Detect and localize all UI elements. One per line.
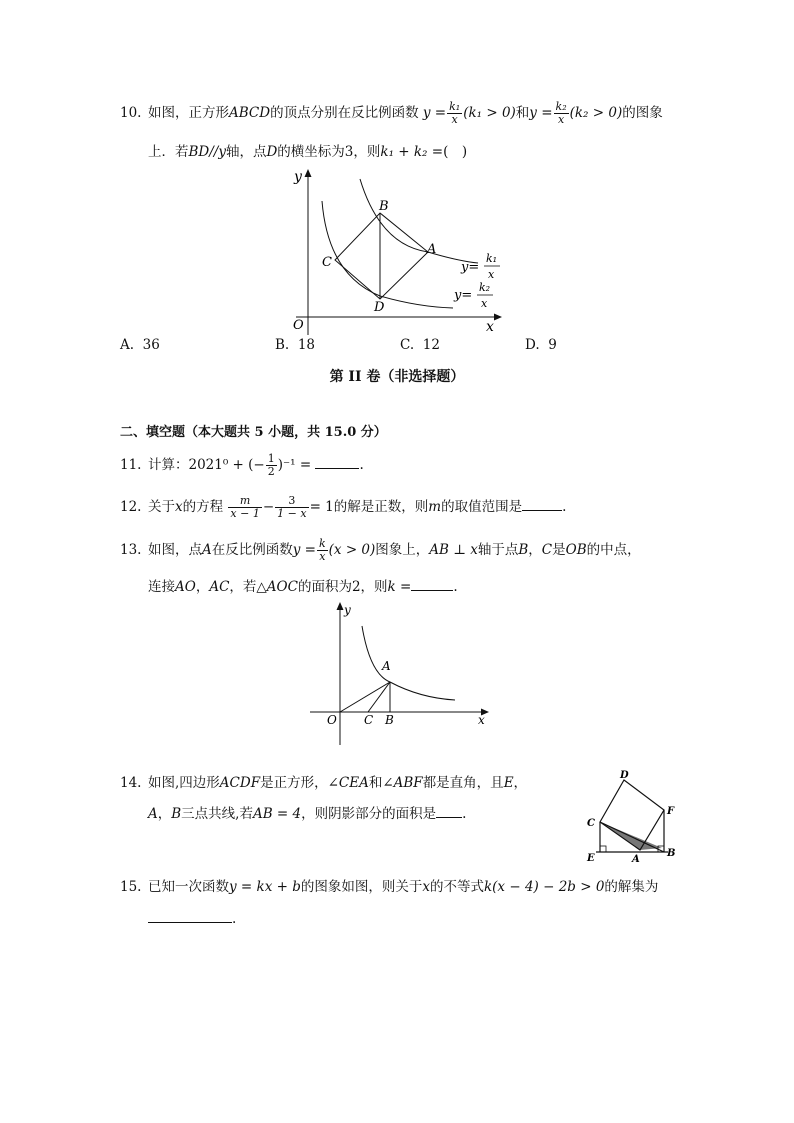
- label-B: B: [667, 848, 676, 859]
- segment-oa: [340, 682, 390, 712]
- curve1-den: x: [488, 268, 495, 281]
- question-14-line1: 14. 如图,四边形ACDF是正方形，∠CEA和∠ABF都是直角，且E，: [120, 775, 528, 791]
- question-11: 11. 计算：2021⁰ + (− $\frac{1}{2}$ )⁻¹ = .: [120, 452, 364, 478]
- question-10-line1: 10. 如图，正方形ABCD的顶点分别在反比例函数 y = $\frac{\text{k₁}}{x}$ (k₁ > 0)和y = $\frac{\text{k₂}}{x}$ (k₂ > 0)的图象: [120, 100, 663, 126]
- label-x: x: [486, 319, 494, 335]
- label-A: A: [632, 854, 640, 865]
- x-axis-arrow: [494, 314, 502, 321]
- answer-blank[interactable]: [436, 803, 462, 818]
- label-A: A: [427, 242, 437, 257]
- option-c[interactable]: C. 12: [400, 337, 440, 353]
- curve1-prefix: y=: [461, 260, 480, 275]
- option-b[interactable]: B. 18: [275, 337, 315, 353]
- curve2-num: k₂: [479, 281, 491, 294]
- question-10-figure: [288, 165, 518, 340]
- curve-k: [362, 626, 455, 700]
- option-a[interactable]: A. 36: [120, 337, 160, 353]
- y-axis-arrow: [305, 169, 312, 177]
- fraction-m-over-x-minus-1: $\frac{m}{x - 1}$: [230, 494, 260, 520]
- curve1-num: k₁: [486, 252, 498, 265]
- curve2-den: x: [481, 297, 488, 310]
- question-15-line2: .: [148, 908, 236, 927]
- segment-ca: [368, 682, 390, 712]
- answer-blank[interactable]: [148, 908, 232, 923]
- question-13-line1: 13. 如图，点A在反比例函数y = $\frac{k}{x}$ (x > 0)图象上，AB ⊥ x轴于点B，C是OB的中点，: [120, 537, 641, 563]
- fraction-k1-over-x: $\frac{\text{k₁}}{x}$: [449, 100, 461, 126]
- fraction-3-over-1-minus-x: $\frac{3}{1 - x}$: [277, 494, 307, 520]
- right-angle-e: [600, 846, 606, 852]
- label-B: B: [385, 713, 394, 727]
- curve-k1: [360, 179, 478, 263]
- label-C: C: [587, 818, 595, 829]
- label-x: x: [478, 713, 485, 727]
- option-d[interactable]: D. 9: [525, 337, 557, 353]
- question-10-line2: 上．若BD//y轴，点D的横坐标为3，则k₁ + k₂ =( ): [148, 144, 468, 160]
- label-D: D: [620, 770, 629, 781]
- label-F: F: [667, 806, 675, 817]
- label-origin: O: [293, 318, 304, 333]
- label-A: A: [382, 659, 391, 673]
- curve2-prefix: y=: [454, 288, 473, 303]
- question-number: 10.: [120, 105, 142, 121]
- label-O: O: [327, 713, 337, 727]
- question-12: 12. 关于x的方程 $\frac{m}{x - 1}$ − $\frac{3}{1 - x}$ = 1的解是正数，则m的取值范围是 .: [120, 494, 567, 520]
- question-14-figure: [580, 768, 690, 868]
- label-y: y: [294, 169, 302, 185]
- label-D: D: [374, 300, 385, 315]
- fraction-k-over-x: $\frac{k}{x}$: [318, 537, 326, 563]
- label-E: E: [587, 853, 595, 864]
- fraction-k2-over-x: $\frac{\text{k₂}}{x}$: [555, 100, 567, 126]
- label-B: B: [379, 199, 389, 214]
- label-C: C: [322, 255, 332, 270]
- question-13-figure: [300, 600, 500, 750]
- label-y: y: [344, 603, 351, 617]
- label-C: C: [364, 713, 374, 727]
- answer-blank[interactable]: [522, 496, 562, 511]
- square-abcd: [335, 213, 428, 299]
- answer-blank[interactable]: [315, 454, 359, 469]
- question-13-line2: 连接AO，AC，若△AOC的面积为2，则k = .: [148, 575, 458, 595]
- question-14-line2: A，B三点共线,若AB = 4，则阴影部分的面积是 .: [148, 802, 466, 822]
- answer-blank[interactable]: [411, 576, 453, 591]
- fraction-one-half: $\frac{1}{2}$: [267, 452, 275, 478]
- question-15-line1: 15. 已知一次函数y = kx + b的图象如图，则关于x的不等式k(x − 4) − 2b > 0的解集为: [120, 879, 659, 895]
- part-heading: 二、填空题（本大题共 5 小题，共 15.0 分）: [120, 425, 387, 440]
- section-title: 第 II 卷（非选择题）: [329, 369, 465, 385]
